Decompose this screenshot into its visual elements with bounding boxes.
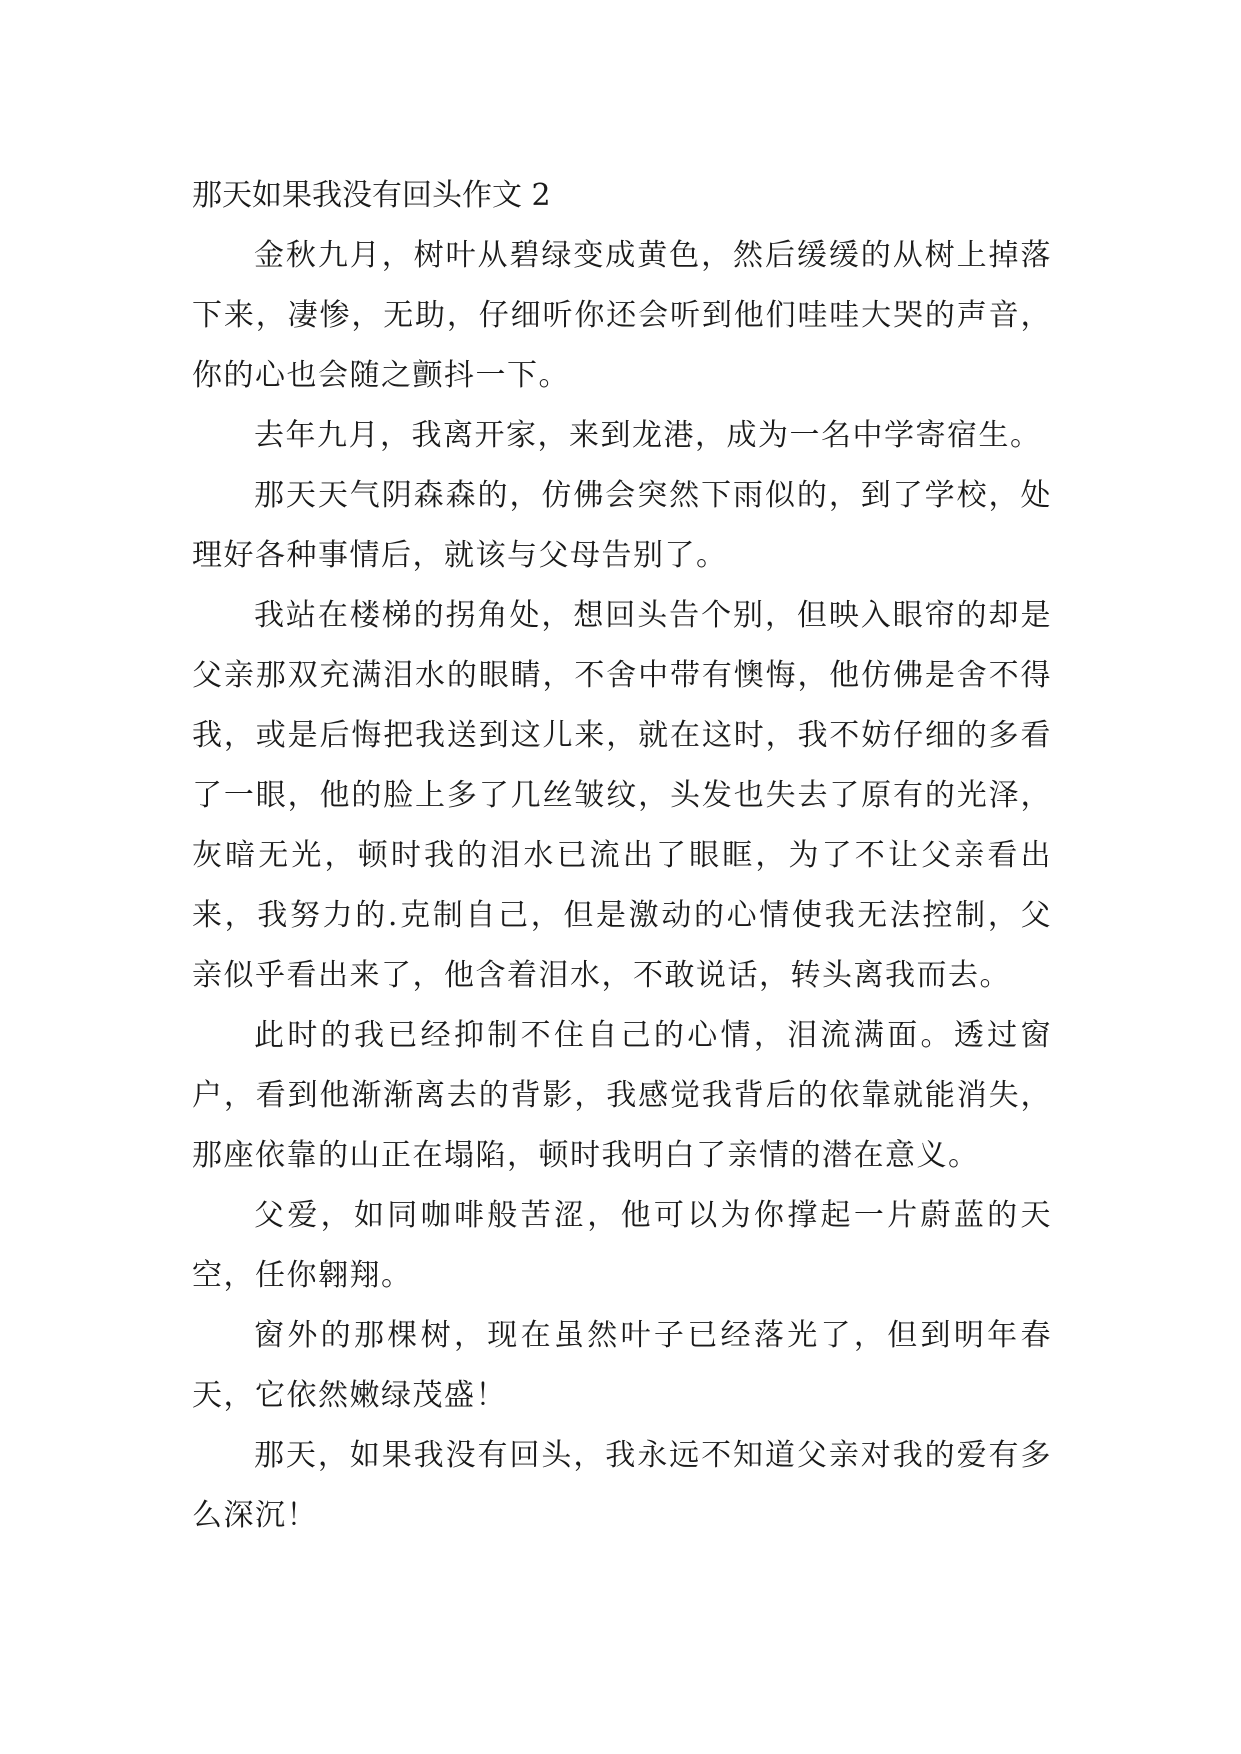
- document-body: [192, 166, 1052, 1546]
- paragraph-father-tears: 我站在楼梯的拐角处，想回头告个别，但映入眼帘的却是父亲那双充满泪水的眼睛，不舍中带有懊悔，他仿佛是舍不得我，或是后悔把我送到这儿来，就在这时，我不妨仔细的多看了一眼，他的脸上多了几丝皱纹，头发也失去了原有的光泽，灰暗无光，顿时我的泪水已流出了眼眶，为了不让父亲看出来，我努力的.克制自己，但是激动的心情使我无法控制，父亲似乎看出来了，他含着泪水，不敢说话，转头离我而去。: [192, 598, 1052, 993]
- paragraph-leaving-home: 去年九月，我离开家，来到龙港，成为一名中学寄宿生。: [254, 418, 1042, 453]
- paragraph-conclusion: 那天，如果我没有回头，我永远不知道父亲对我的爱有多么深沉！: [192, 1438, 1052, 1533]
- document-title: 那天如果我没有回头作文 2: [192, 178, 551, 213]
- paragraph-autumn-leaves: 金秋九月，树叶从碧绿变成黄色，然后缓缓的从树上掉落下来，凄惨，无助，仔细听你还会听到他们哇哇大哭的声音，你的心也会随之颤抖一下。: [192, 238, 1052, 393]
- paragraph-window-view: 此时的我已经抑制不住自己的心情，泪流满面。透过窗户，看到他渐渐离去的背影，我感觉我背后的依靠就能消失，那座依靠的山正在塌陷，顿时我明白了亲情的潜在意义。: [192, 1018, 1052, 1173]
- paragraph-gloomy-day: 那天天气阴森森的，仿佛会突然下雨似的，到了学校，处理好各种事情后，就该与父母告别了。: [192, 478, 1052, 573]
- paragraph-tree-outside: 窗外的那棵树，现在虽然叶子已经落光了，但到明年春天，它依然嫩绿茂盛！: [192, 1318, 1052, 1413]
- paragraph-fatherly-love: 父爱，如同咖啡般苦涩，他可以为你撑起一片蔚蓝的天空，任你翱翔。: [192, 1198, 1052, 1293]
